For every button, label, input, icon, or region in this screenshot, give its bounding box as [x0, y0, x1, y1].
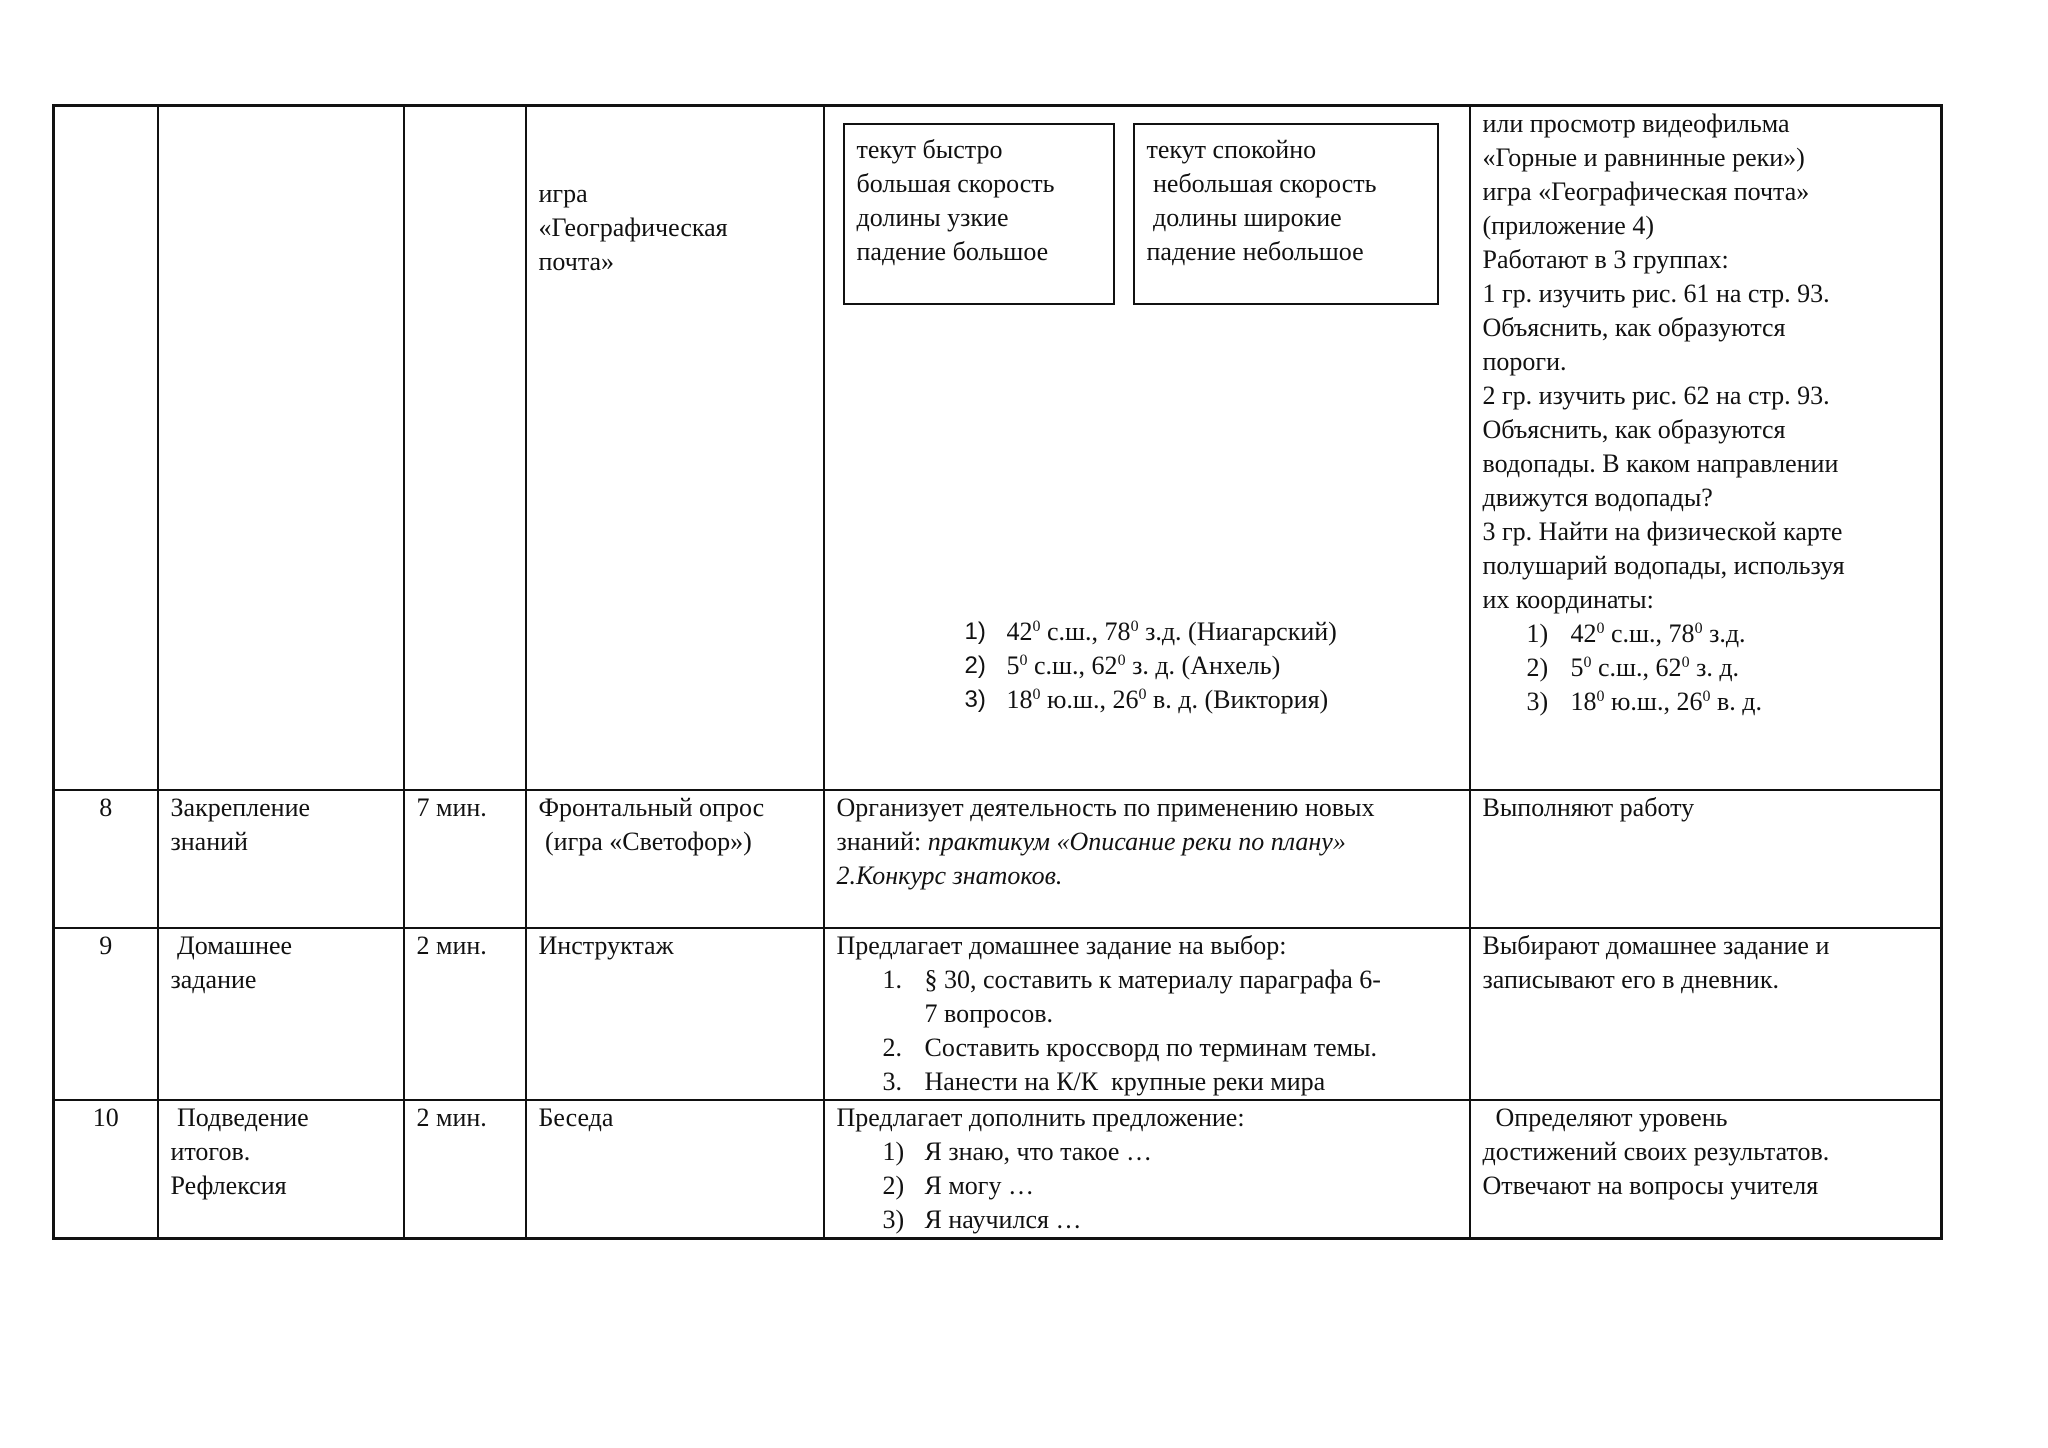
- list-marker: 1): [964, 618, 986, 645]
- box-line: падение большое: [856, 237, 1049, 266]
- student-line: Объяснить, как образуются: [1482, 415, 1786, 444]
- student-line: «Горные и равнинные реки»): [1482, 143, 1805, 172]
- method-line: Фронтальный опрос: [538, 792, 765, 822]
- cell-teacher: [824, 928, 1470, 1100]
- cell-student: [1470, 928, 1942, 1100]
- teacher-line: 2.Конкурс знатоков.: [836, 860, 1063, 890]
- list-item-continuation: 7 вопросов.: [924, 998, 1053, 1028]
- box-line: долины узкие: [856, 203, 1009, 232]
- student-line: пороги.: [1482, 347, 1567, 376]
- cell-teacher: [824, 790, 1470, 928]
- stage-line: знаний: [170, 826, 248, 856]
- stage-line: Домашнее: [170, 930, 293, 960]
- cell-time: 7 мин.: [404, 790, 526, 928]
- list-item: 3. Нанести на К/К крупные реки мира: [882, 1066, 1326, 1096]
- calm-river-box: [1133, 123, 1439, 305]
- box-line: текут быстро: [856, 135, 1003, 164]
- waterfall-coordinates-list: [965, 615, 1337, 717]
- table-row: [54, 790, 1942, 928]
- table-row: [54, 1100, 1942, 1239]
- student-line: Выбирают домашнее задание и: [1482, 930, 1830, 960]
- cell-time: 2 мин.: [404, 1100, 526, 1239]
- lesson-plan-table: [52, 104, 1943, 1240]
- list-item: 2) Я могу …: [882, 1170, 1034, 1200]
- list-item: 3) $18^0$ ю.ш., $26^0$ в. д. (Виктория): [965, 683, 1337, 717]
- student-line: 2 гр. изучить рис. 62 на стр. 93.: [1482, 381, 1830, 410]
- box-line: большая скорость: [856, 169, 1055, 198]
- student-line: 1 гр. изучить рис. 61 на стр. 93.: [1482, 279, 1830, 308]
- list-marker: 3): [964, 686, 986, 713]
- student-line: их координаты:: [1482, 585, 1654, 614]
- list-item: 1. § 30, составить к материалу параграфа 6-: [882, 964, 1381, 994]
- method-line: «Географическая: [538, 213, 728, 242]
- list-item: 3) Я научился …: [882, 1204, 1082, 1234]
- teacher-line: Организует деятельность по применению новых: [836, 792, 1375, 822]
- student-line: 3 гр. Найти на физической карте: [1482, 517, 1843, 546]
- student-line: (приложение 4): [1482, 211, 1655, 240]
- list-item: 3) $18^0$ ю.ш., $26^0$ в. д.: [1526, 687, 1762, 716]
- list-item: 1) $42^0$ с.ш., $78^0$ з.д.: [1526, 619, 1746, 648]
- cell-stage: [158, 1100, 404, 1239]
- student-line: Объяснить, как образуются: [1482, 313, 1786, 342]
- student-line: достижений своих результатов.: [1482, 1136, 1830, 1166]
- cell-num: 10: [54, 1100, 158, 1239]
- cell-teacher: [824, 1100, 1470, 1239]
- student-coordinates-list: [1483, 617, 1929, 719]
- homework-list: [837, 963, 1457, 1099]
- cell-time: 2 мин.: [404, 928, 526, 1100]
- cell-stage: [158, 928, 404, 1100]
- method-line: (игра «Светофор»): [538, 826, 752, 856]
- box-line: текут спокойно: [1146, 135, 1317, 164]
- teacher-line: Предлагает домашнее задание на выбор:: [836, 930, 1287, 960]
- box-line: небольшая скорость: [1146, 169, 1377, 198]
- cell-method: [526, 790, 824, 928]
- cell-student: [1470, 1100, 1942, 1239]
- cell-num: 8: [54, 790, 158, 928]
- cell-student: [1470, 106, 1942, 790]
- fast-river-box: [843, 123, 1115, 305]
- cell-stage: [158, 790, 404, 928]
- box-line: падение небольшое: [1146, 237, 1364, 266]
- method-line: почта»: [538, 247, 615, 276]
- cell-student: Выполняют работу: [1470, 790, 1942, 928]
- cell-method: [526, 106, 824, 790]
- list-item: 2. Составить кроссворд по терминам темы.: [882, 1032, 1378, 1062]
- table-row: [54, 106, 1942, 790]
- method-line: игра: [538, 179, 588, 208]
- student-line: Определяют уровень: [1482, 1102, 1728, 1132]
- table-row: [54, 928, 1942, 1100]
- cell-stage: [158, 106, 404, 790]
- student-line: полушарий водопады, используя: [1482, 551, 1845, 580]
- student-line: водопады. В каком направлении: [1482, 449, 1839, 478]
- stage-line: задание: [170, 964, 257, 994]
- student-line: Работают в 3 группах:: [1482, 245, 1729, 274]
- list-item: 2) $5^0$ с.ш., $62^0$ з. д.: [1526, 653, 1740, 682]
- list-item: 2) $5^0$ с.ш., $62^0$ з. д. (Анхель): [965, 649, 1337, 683]
- list-marker: 2): [964, 652, 986, 679]
- cell-num: [54, 106, 158, 790]
- stage-line: Подведение: [170, 1102, 309, 1132]
- student-line: Отвечают на вопросы учителя: [1482, 1170, 1819, 1200]
- stage-line: Закрепление: [170, 792, 311, 822]
- student-line: или просмотр видеофильма: [1482, 109, 1790, 138]
- stage-line: Рефлексия: [170, 1170, 287, 1200]
- cell-teacher: [824, 106, 1470, 790]
- list-item: 1) Я знаю, что такое …: [882, 1136, 1152, 1166]
- student-line: движутся водопады?: [1482, 483, 1713, 512]
- box-line: долины широкие: [1146, 203, 1342, 232]
- student-line: записывают его в дневник.: [1482, 964, 1779, 994]
- teacher-line: Предлагает дополнить предложение:: [836, 1102, 1245, 1132]
- cell-method: Беседа: [526, 1100, 824, 1239]
- stage-line: итогов.: [170, 1136, 251, 1166]
- cell-method: Инструктаж: [526, 928, 824, 1100]
- list-item: 1) $42^0$ с.ш., $78^0$ з.д. (Ниагарский): [965, 615, 1337, 649]
- cell-num: 9: [54, 928, 158, 1100]
- cell-time: [404, 106, 526, 790]
- teacher-line: знаний: практикум «Описание реки по плану»: [836, 826, 1346, 856]
- student-line: игра «Географическая почта»: [1482, 177, 1810, 206]
- reflection-list: [837, 1135, 1457, 1237]
